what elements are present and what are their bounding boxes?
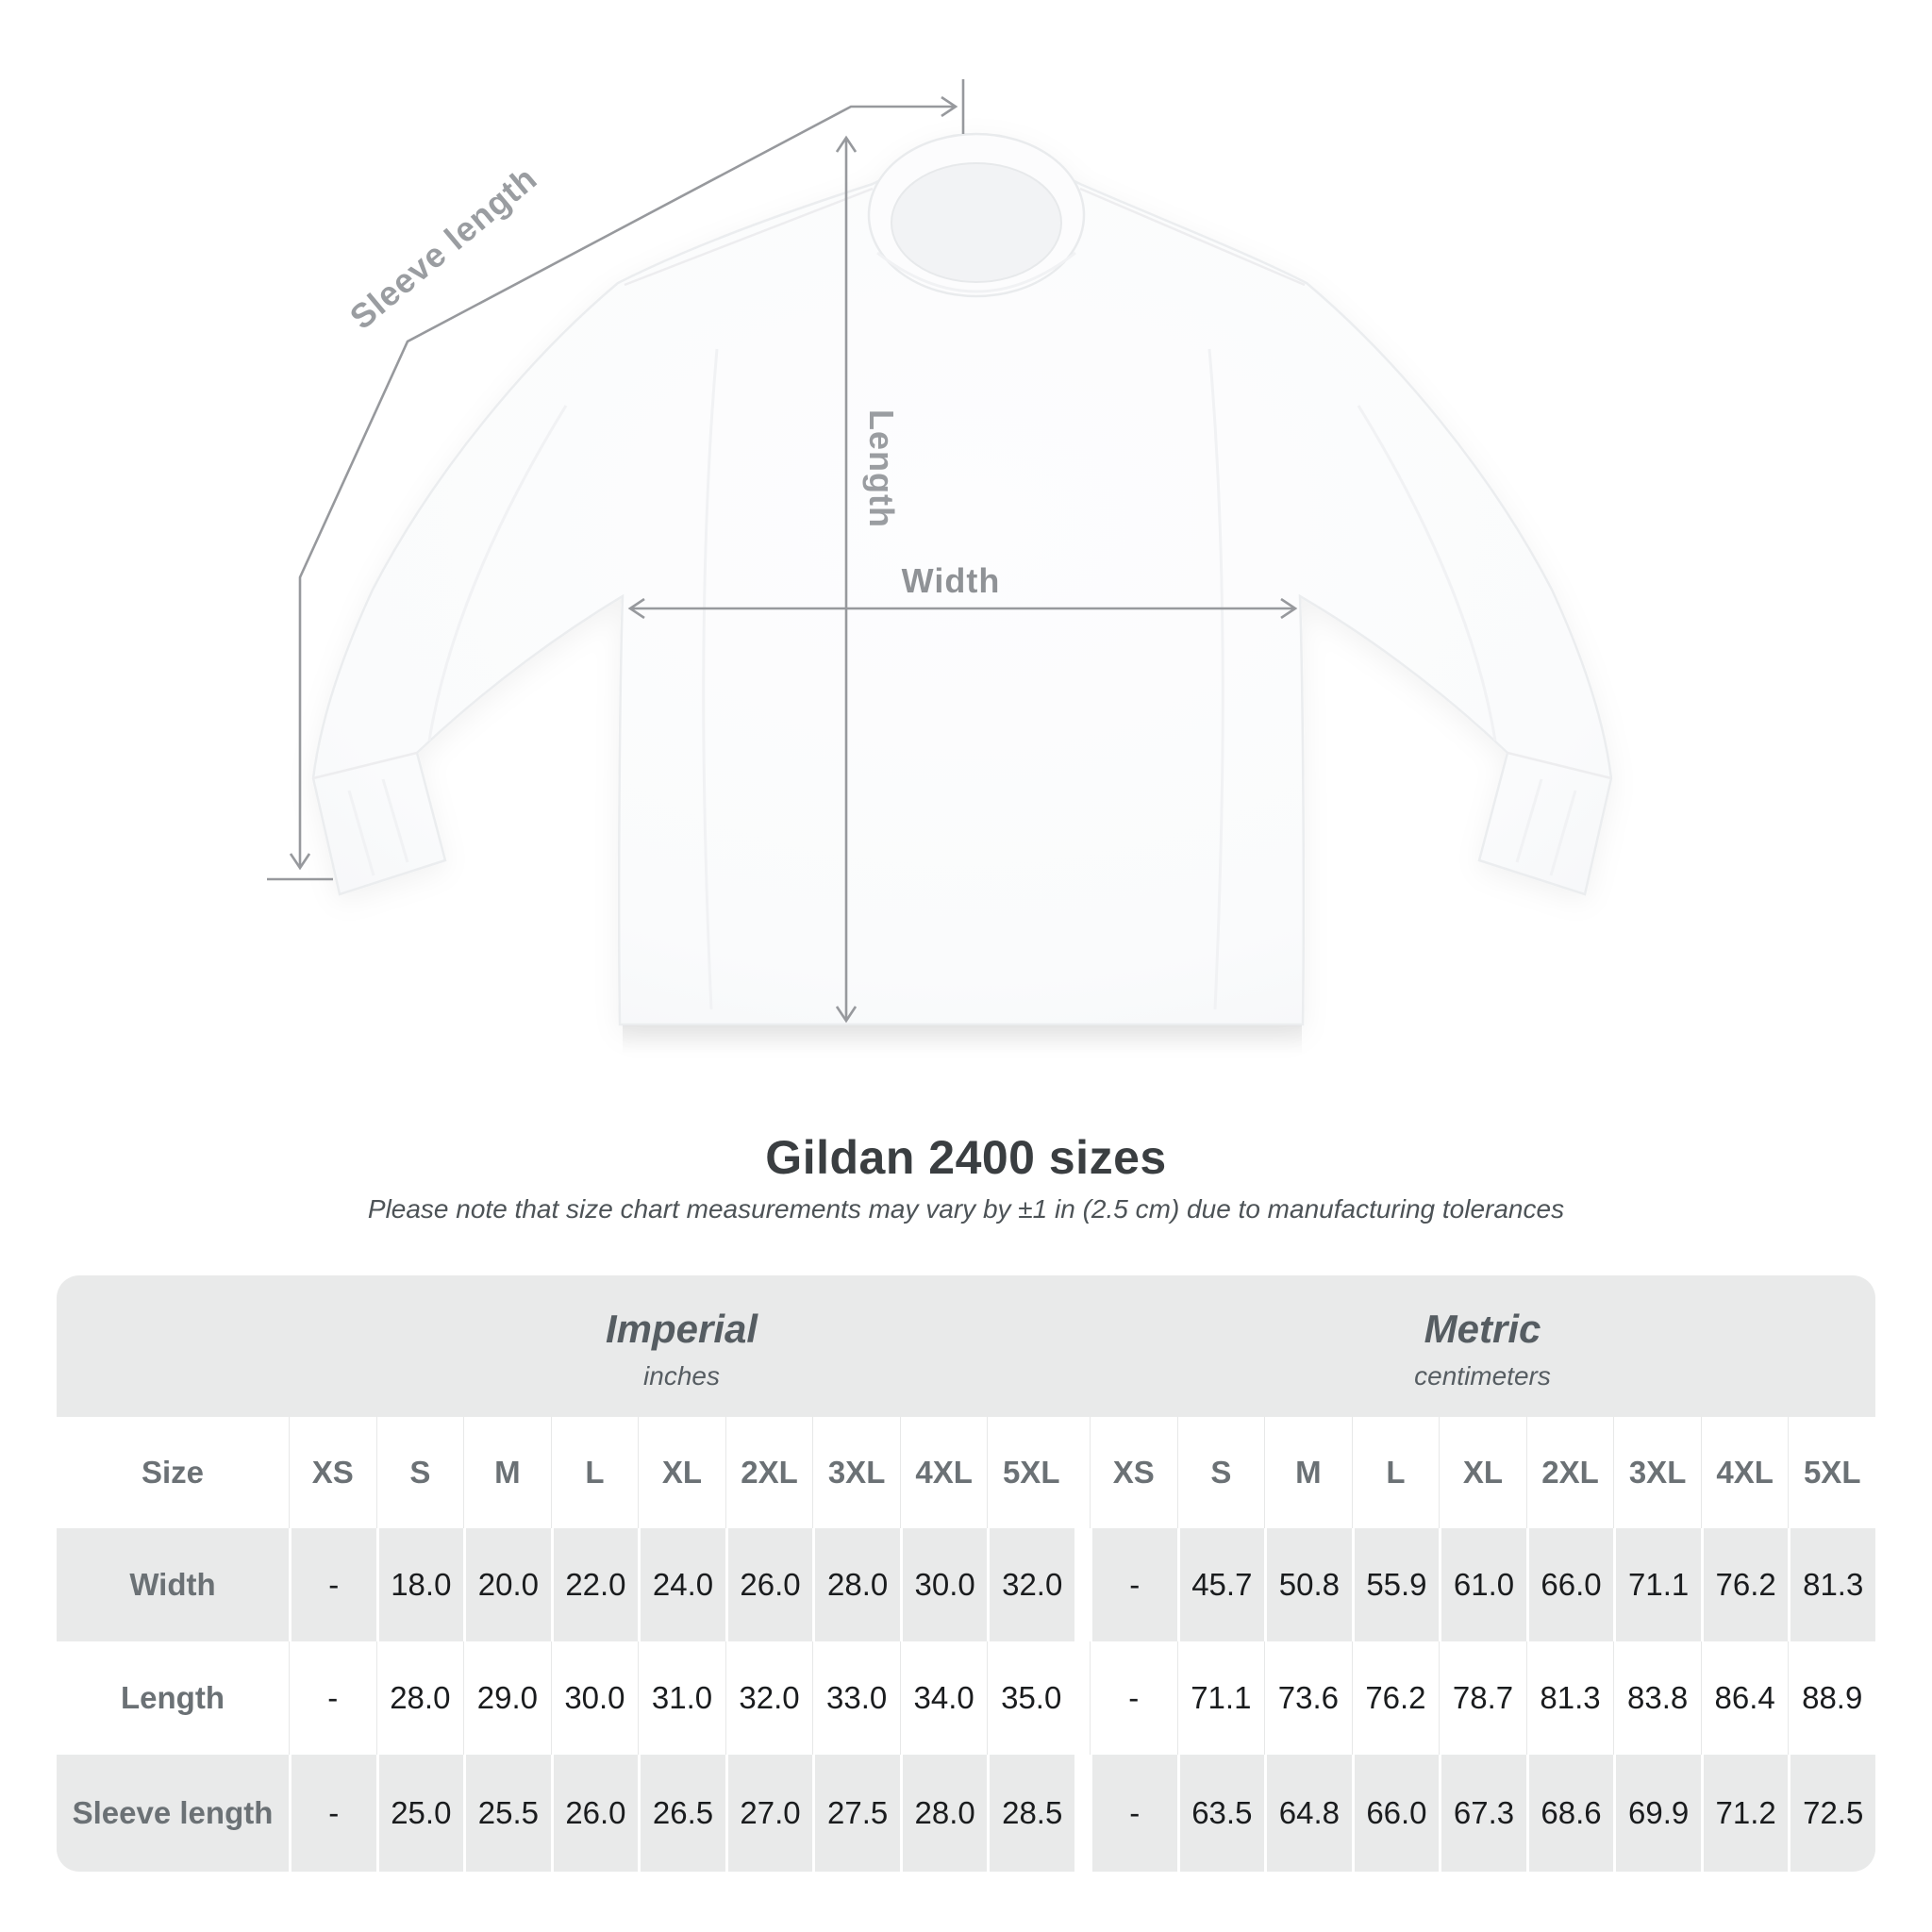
value-cell-imperial: 26.5 [638, 1755, 725, 1872]
group-gap [1074, 1528, 1090, 1641]
size-col-header-imperial: XL [638, 1417, 725, 1528]
size-col-header-metric: 3XL [1613, 1417, 1701, 1528]
value-cell-imperial: 27.5 [812, 1755, 900, 1872]
value-cell-metric: 78.7 [1439, 1641, 1526, 1755]
value-cell-metric: 71.1 [1613, 1528, 1701, 1641]
size-table-container [57, 1275, 1875, 1872]
imperial-unit: inches [643, 1361, 720, 1391]
value-cell-imperial: - [289, 1641, 376, 1755]
value-cell-imperial: 28.0 [900, 1755, 988, 1872]
size-col-header-imperial: S [376, 1417, 464, 1528]
value-cell-metric: 72.5 [1788, 1755, 1875, 1872]
imperial-group-header [289, 1275, 1074, 1417]
value-cell-metric: 76.2 [1352, 1641, 1440, 1755]
value-cell-imperial: 27.0 [725, 1755, 813, 1872]
hem-shadow [623, 1025, 1302, 1054]
value-cell-metric: - [1090, 1528, 1177, 1641]
size-table [57, 1417, 1875, 1872]
value-cell-metric: 86.4 [1701, 1641, 1789, 1755]
value-cell-metric: 81.3 [1788, 1528, 1875, 1641]
value-cell-metric: 63.5 [1177, 1755, 1265, 1872]
value-cell-imperial: 28.0 [376, 1641, 464, 1755]
size-col-header-metric: XL [1439, 1417, 1526, 1528]
imperial-title: Imperial [605, 1307, 758, 1351]
row-label: Length [57, 1641, 289, 1755]
value-cell-imperial: 35.0 [987, 1641, 1074, 1755]
value-cell-imperial: 25.0 [376, 1755, 464, 1872]
value-cell-metric: 88.9 [1788, 1641, 1875, 1755]
value-cell-imperial: 26.0 [725, 1528, 813, 1641]
size-col-header-imperial: 5XL [987, 1417, 1074, 1528]
size-col-header-metric: S [1177, 1417, 1265, 1528]
group-gap [1074, 1641, 1090, 1755]
row-label: Width [57, 1528, 289, 1641]
value-cell-imperial: - [289, 1528, 376, 1641]
group-gap [1074, 1417, 1090, 1528]
size-col-header-imperial: L [551, 1417, 639, 1528]
value-cell-metric: 61.0 [1439, 1528, 1526, 1641]
value-cell-imperial: 32.0 [725, 1641, 813, 1755]
size-col-header-metric: M [1264, 1417, 1352, 1528]
value-cell-imperial: 30.0 [900, 1528, 988, 1641]
value-cell-imperial: 34.0 [900, 1641, 988, 1755]
width-label: Width [901, 561, 1001, 600]
value-cell-metric: 67.3 [1439, 1755, 1526, 1872]
value-cell-metric: 50.8 [1264, 1528, 1352, 1641]
value-cell-imperial: 28.5 [987, 1755, 1074, 1872]
size-col-header-imperial: 2XL [725, 1417, 813, 1528]
metric-group-header [1090, 1275, 1875, 1417]
size-header: Size [57, 1417, 289, 1528]
size-col-header-imperial: 4XL [900, 1417, 988, 1528]
page-title: Gildan 2400 sizes [765, 1131, 1167, 1184]
size-col-header-imperial: XS [289, 1417, 376, 1528]
value-cell-metric: 76.2 [1701, 1528, 1789, 1641]
size-col-header-metric: 5XL [1788, 1417, 1875, 1528]
value-cell-imperial: 22.0 [551, 1528, 639, 1641]
length-label: Length [862, 409, 901, 528]
value-cell-metric: 81.3 [1526, 1641, 1614, 1755]
value-cell-imperial: 25.5 [463, 1755, 551, 1872]
size-col-header-metric: 4XL [1701, 1417, 1789, 1528]
value-cell-metric: - [1090, 1641, 1177, 1755]
size-col-header-metric: 2XL [1526, 1417, 1614, 1528]
value-cell-imperial: 29.0 [463, 1641, 551, 1755]
tolerance-note: Please note that size chart measurements may vary by ±1 in (2.5 cm) due to manufacturing tolerances [367, 1194, 1565, 1224]
value-cell-imperial: 24.0 [638, 1528, 725, 1641]
value-cell-imperial: 18.0 [376, 1528, 464, 1641]
value-cell-imperial: 33.0 [812, 1641, 900, 1755]
value-cell-imperial: 30.0 [551, 1641, 639, 1755]
sleeve-length-label: Sleeve length [341, 158, 545, 337]
unit-band [57, 1275, 1875, 1417]
row-label: Sleeve length [57, 1755, 289, 1872]
value-cell-metric: 68.6 [1526, 1755, 1614, 1872]
value-cell-metric: 69.9 [1613, 1755, 1701, 1872]
size-col-header-metric: XS [1090, 1417, 1177, 1528]
size-col-header-metric: L [1352, 1417, 1440, 1528]
value-cell-imperial: 28.0 [812, 1528, 900, 1641]
value-cell-metric: 71.1 [1177, 1641, 1265, 1755]
value-cell-metric: - [1090, 1755, 1177, 1872]
value-cell-metric: 45.7 [1177, 1528, 1265, 1641]
value-cell-imperial: 20.0 [463, 1528, 551, 1641]
value-cell-metric: 66.0 [1352, 1755, 1440, 1872]
size-col-header-imperial: 3XL [812, 1417, 900, 1528]
value-cell-metric: 64.8 [1264, 1755, 1352, 1872]
value-cell-metric: 66.0 [1526, 1528, 1614, 1641]
value-cell-imperial: 26.0 [551, 1755, 639, 1872]
metric-title: Metric [1424, 1307, 1541, 1351]
value-cell-imperial: 32.0 [987, 1528, 1074, 1641]
metric-unit: centimeters [1414, 1361, 1551, 1391]
value-cell-metric: 83.8 [1613, 1641, 1701, 1755]
value-cell-metric: 71.2 [1701, 1755, 1789, 1872]
value-cell-imperial: - [289, 1755, 376, 1872]
value-cell-metric: 73.6 [1264, 1641, 1352, 1755]
collar-inner [891, 163, 1061, 282]
group-gap [1074, 1755, 1090, 1872]
value-cell-metric: 55.9 [1352, 1528, 1440, 1641]
size-col-header-imperial: M [463, 1417, 551, 1528]
value-cell-imperial: 31.0 [638, 1641, 725, 1755]
